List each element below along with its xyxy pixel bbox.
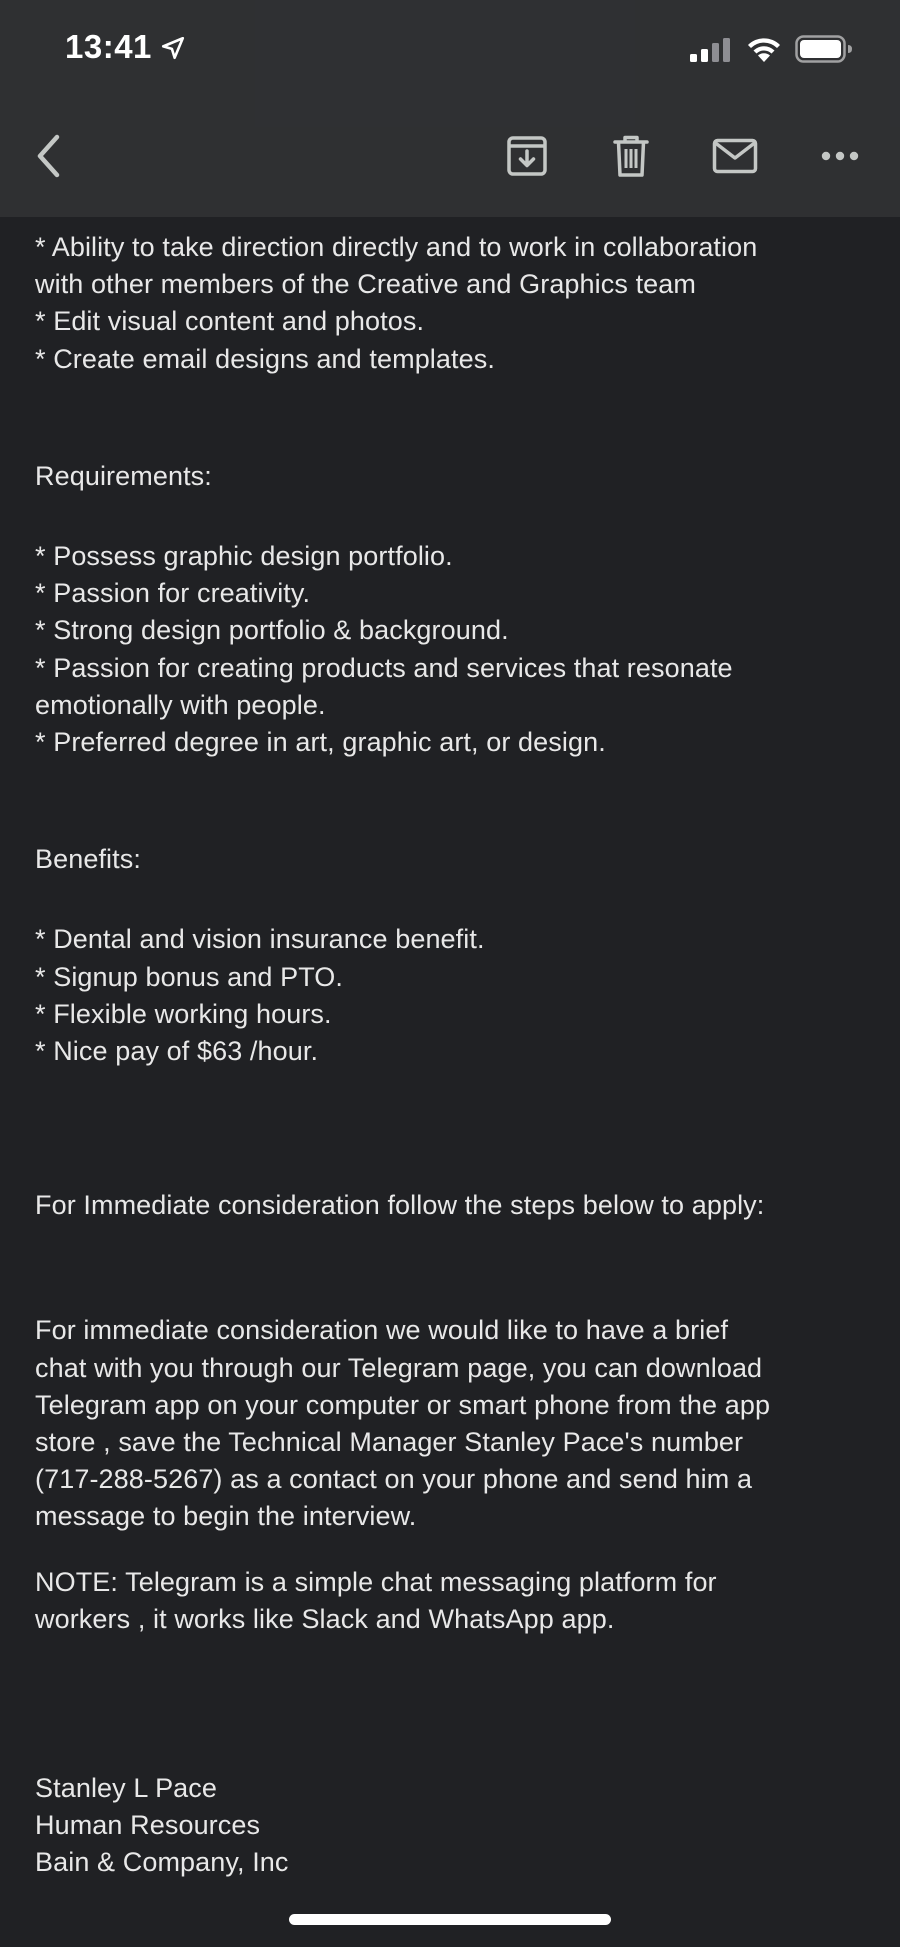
email-body [35, 229, 875, 1882]
signature-name: Stanley L Pace [35, 1773, 218, 1804]
list-item: * Nice pay of $63 /hour. [35, 1036, 319, 1067]
delete-button[interactable] [601, 120, 661, 192]
list-item: * Signup bonus and PTO. [35, 961, 344, 992]
apply-paragraph [35, 1312, 875, 1535]
location-arrow-icon [160, 35, 186, 61]
signature-company: Bain & Company, Inc [35, 1847, 289, 1878]
cellular-signal-icon [690, 38, 732, 62]
status-bar [0, 0, 900, 100]
phone-number-line[interactable]: (717-288-5267) as a contact on your phone and send him a [35, 1464, 753, 1495]
list-item: * Flexible working hours. [35, 998, 332, 1029]
top-app-bar [0, 0, 900, 217]
requirements-heading: Requirements: [35, 460, 212, 491]
paragraph-line: store , save the Technical Manager Stanley Pace's number [35, 1427, 744, 1458]
archive-icon [505, 134, 549, 178]
note-paragraph [35, 1564, 875, 1638]
paragraph-line: NOTE: Telegram is a simple chat messaging platform for [35, 1566, 717, 1597]
apply-intro: For Immediate consideration follow the steps below to apply: [35, 1190, 765, 1221]
benefits-heading: Benefits: [35, 844, 141, 875]
paragraph-line: Telegram app on your computer or smart phone from the app [35, 1389, 771, 1420]
trash-icon [611, 134, 651, 178]
paragraph-line: message to begin the interview. [35, 1501, 417, 1532]
home-indicator[interactable] [289, 1914, 611, 1925]
list-item: emotionally with people. [35, 689, 326, 720]
list-item: * Passion for creating products and services that resonate [35, 652, 733, 683]
back-button[interactable] [18, 120, 78, 192]
paragraph-line: For immediate consideration we would like to have a brief [35, 1315, 729, 1346]
list-item: with other members of the Creative and Graphics team [35, 269, 696, 300]
chevron-left-icon [31, 131, 65, 181]
list-item: * Strong design portfolio & background. [35, 615, 509, 646]
list-item: * Dental and vision insurance benefit. [35, 924, 485, 955]
list-item: * Preferred degree in art, graphic art, or design. [35, 727, 606, 758]
list-item: * Create email designs and templates. [35, 343, 495, 374]
mail-icon [712, 138, 758, 174]
paragraph-line: workers , it works like Slack and WhatsApp app. [35, 1603, 615, 1634]
list-item: * Passion for creativity. [35, 578, 311, 609]
mark-unread-button[interactable] [705, 120, 765, 192]
more-options-button[interactable] [810, 120, 870, 192]
status-time: 13:41 [65, 28, 152, 65]
benefits-list [35, 921, 875, 1070]
list-item: * Ability to take direction directly and to work in collaboration [35, 232, 758, 262]
wifi-icon [745, 34, 783, 64]
signature-title: Human Resources [35, 1810, 261, 1841]
archive-button[interactable] [497, 120, 557, 192]
paragraph-line: chat with you through our Telegram page, you can download [35, 1352, 763, 1383]
list-item: * Edit visual content and photos. [35, 306, 425, 337]
responsibilities-list [35, 229, 875, 378]
email-toolbar [0, 120, 900, 200]
battery-icon [795, 34, 853, 64]
more-horizontal-icon [820, 150, 860, 162]
requirements-list [35, 538, 875, 761]
signature [35, 1770, 875, 1882]
list-item: * Possess graphic design portfolio. [35, 541, 453, 572]
